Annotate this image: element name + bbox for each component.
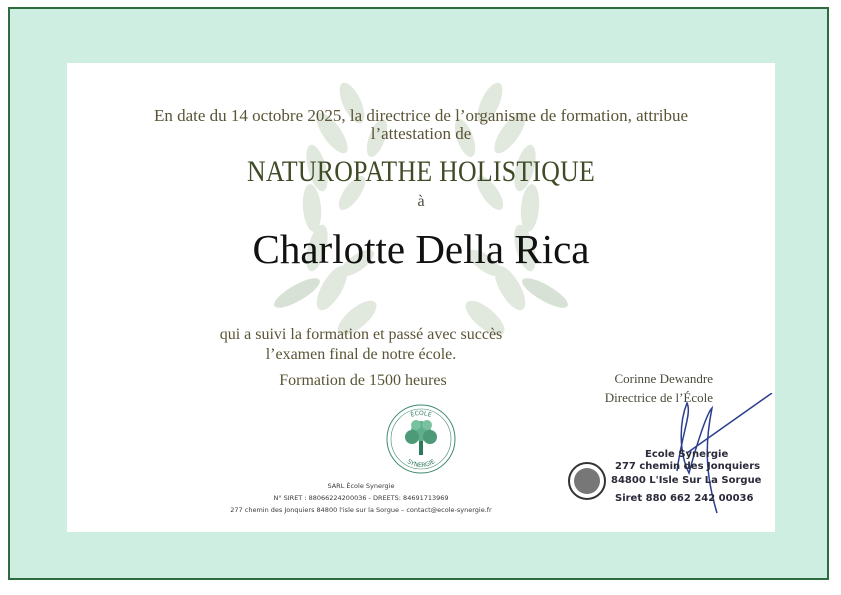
logo-bottom-text: SYNERGIE <box>405 458 437 470</box>
footer-ids: N° SIRET : 88066224200036 - DREETS: 84691713969 <box>273 494 449 502</box>
school-stamp <box>567 393 775 528</box>
stamp-line-4: Siret 880 662 242 00036 <box>615 493 754 504</box>
to-word: à <box>417 193 425 210</box>
intro-line-2: l’attestation de <box>370 124 472 143</box>
success-line-2: l’examen final de notre école. <box>265 346 457 363</box>
footer-address: 277 chemin des Jonquiers 84800 l'isle sur la Sorgue – contact@ecole-synergie.fr <box>230 506 492 514</box>
success-text <box>67 325 715 365</box>
training-hours: Formation de 1500 heures <box>279 372 447 389</box>
intro-text <box>67 107 775 143</box>
stamp-line-3: 84800 L'Isle Sur La Sorgue <box>611 475 762 486</box>
certificate-title: NATUROPATHE HOLISTIQUE <box>246 155 596 188</box>
footer-company: SARL École Synergie <box>327 482 395 490</box>
recipient-name: Charlotte Della Rica <box>252 226 590 272</box>
stamp-line-2: 277 chemin des Jonquiers <box>615 461 761 472</box>
logo-top-text: ÉCOLE <box>409 409 433 419</box>
stamp-line-1: Ecole Synergie <box>645 449 729 460</box>
certificate-paper <box>67 63 775 532</box>
signer-name: Corinne Dewandre <box>614 371 713 386</box>
intro-line-1: En date du 14 octobre 2025, la directrice de l’organisme de formation, attribue <box>153 106 689 125</box>
school-logo <box>385 403 457 475</box>
success-line-1: qui a suivi la formation et passé avec succès <box>219 326 503 343</box>
signer-role: Directrice de l’École <box>604 390 713 405</box>
